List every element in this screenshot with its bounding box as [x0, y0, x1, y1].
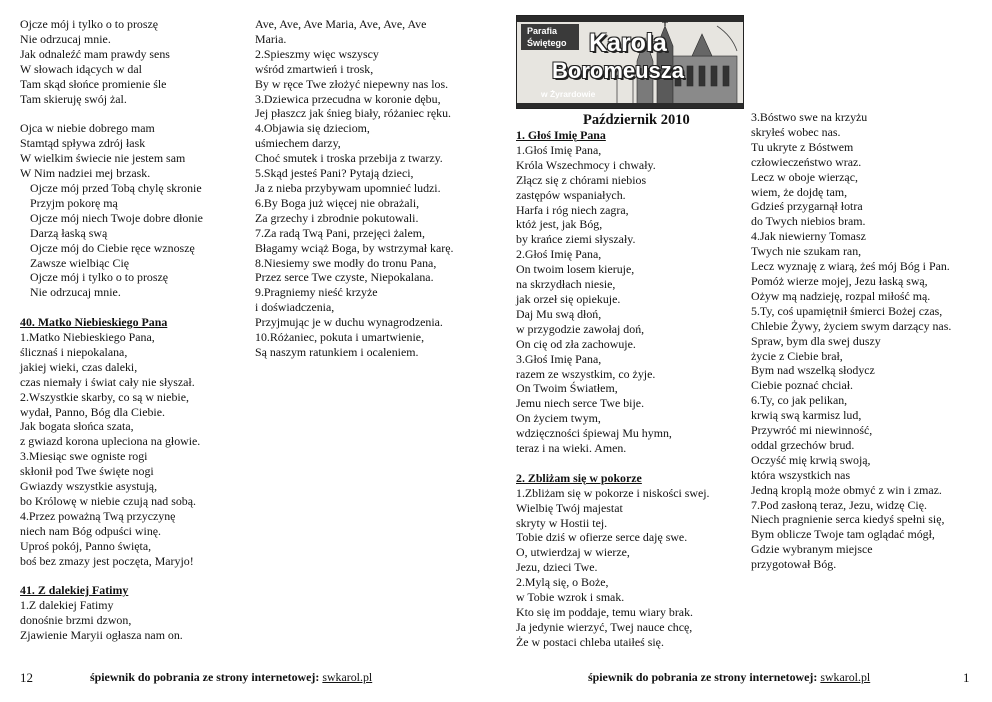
text-line: Błagamy wciąż Boga, by wstrzymał karę. — [255, 240, 454, 255]
text-line: by krańce ziemi słyszały. — [516, 232, 636, 247]
text-line: 6.Ty, co jak pelikan, — [751, 393, 848, 408]
text-line: skryty w Hostii tej. — [516, 515, 608, 530]
song-heading: 41. Z dalekiej Fatimy — [20, 583, 129, 598]
page-number-right: 1 — [963, 670, 970, 685]
text-line: Za grzechy i zbrodnie pokutowali. — [255, 210, 419, 225]
banner-name1: Karola — [589, 29, 667, 57]
banner-top-bar — [517, 16, 743, 22]
text-line: Jak odnaleźć mam prawdy sens — [20, 46, 170, 61]
text-line: Bym oblicze Twoje tam oglądać mógł, — [751, 527, 935, 542]
text-line: Zawsze wielbiąc Cię — [30, 255, 130, 270]
text-line: Chlebie Żywy, życiem swym darzący nas. — [751, 318, 952, 333]
text-line: 1.Głoś Imię Pana, — [516, 142, 602, 157]
text-line: Niech pragnienie serca kiedyś spełni się, — [751, 512, 945, 527]
text-line: skryłeś wobec nas. — [751, 124, 841, 139]
text-line: Lecz wyznaję z wiarą, żeś mój Bóg i Pan. — [751, 259, 950, 274]
text-line: któż jest, jak Bóg, — [516, 217, 603, 232]
page-number-left: 12 — [20, 670, 33, 685]
text-line: Bym nad wszelką słodycz — [751, 363, 875, 378]
text-line: Nie odrzucaj mnie. — [30, 285, 121, 300]
text-line: czas niemały i świat cały nie słyszał. — [20, 374, 195, 389]
right-column-1 — [516, 128, 710, 650]
text-line: Zjawienie Maryii ogłasza nam on. — [20, 628, 183, 643]
text-line: Kto się im poddaje, temu wiary brak. — [516, 605, 693, 619]
text-line: jakiej wieki, czas daleki, — [20, 359, 138, 374]
footer-right-label: śpiewnik do pobrania ze strony internetowej: — [588, 670, 818, 684]
text-line: donośnie brzmi dzwon, — [20, 613, 132, 628]
text-line: boś bez zmazy jest poczęta, Maryjo! — [20, 553, 194, 568]
banner-place: w Żyrardowie — [541, 89, 596, 99]
text-line: z gwiazd korona upleciona na głowie. — [20, 434, 201, 449]
text-line: Jej płaszcz jak śnieg biały, różaniec ręku. — [255, 106, 451, 121]
text-line: i doświadczenia, — [255, 300, 335, 315]
text-line: W Nim nadziei mej brzask. — [20, 166, 151, 181]
left-column-2 — [255, 17, 453, 360]
blank-line — [516, 456, 710, 471]
text-line: która wszystkich nas — [751, 467, 851, 482]
text-line: teraz i na wieki. Amen. — [516, 441, 627, 456]
text-line: wiem, że dojdę tam, — [751, 184, 848, 199]
text-line: Przywróć mi niewinność, — [751, 423, 873, 438]
text-line: 6.By Boga już więcej nie obrażali, — [255, 195, 420, 210]
text-line: w przygodzie zawołaj doń, — [516, 321, 645, 336]
text-line: Tam skieruję swój żal. — [20, 91, 127, 106]
page-title: Październik 2010 — [583, 112, 690, 128]
text-line: 3.Bóstwo swe na krzyżu — [751, 110, 868, 124]
text-line: 8.Niesiemy swe modły do tronu Pana, — [255, 255, 437, 270]
text-line: Gdzieś przygarnął łotra — [751, 199, 863, 214]
text-line: uśmiechem darzy, — [255, 136, 341, 151]
text-line: do Twych niebios bram. — [751, 214, 866, 229]
text-line: On twoim losem kieruje, — [516, 262, 635, 277]
text-line: 5.Skąd jesteś Pani? Pytają dzieci, — [255, 166, 414, 181]
parish-banner — [516, 15, 744, 109]
text-line: Ojcze mój przed Tobą chylę skronie — [30, 180, 202, 195]
text-line: Ciebie poznać chciał. — [751, 378, 854, 393]
text-line: Ja z nieba przybywam upomnieć ludzi. — [255, 180, 441, 195]
text-line: On Twoim Światłem, — [516, 381, 618, 396]
text-line: 2.Wszystkie skarby, co są w niebie, — [20, 389, 189, 404]
text-line: Twych nie szukam ran, — [751, 244, 862, 259]
text-line: Nie odrzucaj mnie. — [20, 31, 111, 46]
blank-line — [20, 300, 203, 315]
text-line: człowieczeństwo wraz. — [751, 154, 862, 169]
text-line: Ożyw mą nadzieję, rozpal miłość mą. — [751, 288, 931, 303]
text-line: By w ręce Twe złożyć niepewny nas los. — [255, 76, 449, 91]
song-heading: 1. Głoś Imię Pana — [516, 128, 606, 142]
text-line: 3.Głoś Imię Pana, — [516, 351, 602, 366]
text-line: przygotował Bóg. — [751, 557, 837, 572]
text-line: 1.Z dalekiej Fatimy — [20, 598, 114, 613]
text-line: wydał, Panno, Bóg dla Ciebie. — [20, 404, 165, 419]
text-line: krwią swą karmisz lud, — [751, 408, 862, 423]
text-line: Jak bogata słońca szata, — [20, 419, 134, 434]
text-line: 4.Jak niewierny Tomasz — [751, 229, 866, 244]
text-line: Są naszym ratunkiem i ocaleniem. — [255, 344, 419, 359]
text-line: Ja jedynie wierzyć, Twej nauce chcę, — [516, 619, 693, 634]
footer-right-link[interactable]: swkarol.pl — [820, 670, 871, 684]
text-line: Lecz w oboje wierząc, — [751, 169, 858, 184]
text-line: 7.Za radą Twą Pani, przejęci żalem, — [255, 225, 425, 240]
text-line: wśród zmartwień i trosk, — [255, 61, 374, 76]
text-line: Ojcze mój niech Twoje dobre dłonie — [30, 210, 203, 225]
text-line: Przyjm pokorę mą — [30, 195, 118, 210]
text-line: Gwiazdy wszystkie asystują, — [20, 479, 158, 494]
text-line: Ojcze mój do Ciebie ręce wznoszę — [30, 240, 195, 255]
banner-bottom-bar — [517, 103, 743, 108]
text-line: Jemu niech serce Twe bije. — [516, 396, 645, 411]
text-line: skłonił pod Twe święte nogi — [20, 464, 154, 479]
text-line: ślicznaś i niepokalana, — [20, 344, 128, 359]
text-line: Uproś pokój, Panno święta, — [20, 538, 152, 553]
text-line: 9.Pragniemy nieść krzyże — [255, 285, 378, 300]
text-line: 5.Ty, coś upamiętnił śmierci Bożej czas, — [751, 303, 943, 318]
text-line: Pomóż wierze mojej, Jezu łaską swą, — [751, 273, 928, 288]
text-line: O, utwierdzaj w wierze, — [516, 545, 630, 560]
text-line: Darzą łaską swą — [30, 225, 108, 240]
blank-line — [20, 569, 203, 584]
text-line: niech nam Bóg odpuści winę. — [20, 523, 162, 538]
text-line: 1.Matko Niebieskiego Pana, — [20, 330, 155, 345]
text-line: zastępów wspaniałych. — [516, 187, 626, 202]
text-line: Ojcze mój i tylko o to proszę — [30, 270, 169, 285]
text-line: w Tobie wzrok i smak. — [516, 590, 625, 605]
text-line: na skrzydłach niesie, — [516, 277, 616, 292]
text-line: oddal grzechów brud. — [751, 437, 855, 452]
text-line: On cię od zła zachowuje. — [516, 336, 636, 351]
banner-line2: Świętego — [527, 38, 567, 48]
text-line: W wielkim świecie nie jestem sam — [20, 151, 186, 166]
text-line: 3.Dziewica przecudna w koronie dębu, — [255, 91, 441, 106]
text-line: 2.Spieszmy więc wszyscy — [255, 46, 379, 61]
text-line: Jezu, dzieci Twe. — [516, 560, 598, 575]
text-line: Tam skąd słońce promienie śle — [20, 76, 167, 91]
text-line: On życiem twym, — [516, 411, 601, 426]
text-line: Króla Wszechmocy i chwały. — [516, 157, 656, 172]
text-line: Choć smutek i troska przebija z twarzy. — [255, 151, 443, 166]
text-line: Oczyść mię krwią swoją, — [751, 452, 871, 467]
text-line: bo Królowę w niebie czują nad sobą. — [20, 494, 196, 508]
text-line: jak orzeł się opiekuje. — [516, 291, 621, 306]
text-line: Jedną kroplą może obmyć z win i zmaz. — [751, 482, 942, 497]
text-line: Maria. — [255, 31, 287, 46]
text-line: 10.Różaniec, pokuta i umartwienie, — [255, 330, 425, 345]
text-line: Wielbię Twój majestat — [516, 500, 623, 515]
text-line: życie z Ciebie brał, — [751, 348, 843, 363]
text-line: W słowach idących w dal — [20, 61, 142, 76]
text-line: 4.Objawia się dzieciom, — [255, 121, 370, 136]
text-line: Ojca w niebie dobrego mam — [20, 121, 155, 136]
footer-left — [90, 670, 372, 685]
text-line: 1.Zbliżam się w pokorze i niskości swej. — [516, 485, 710, 500]
text-line: Przez serce Twe czyste, Niepokalana. — [255, 270, 434, 285]
text-line: 2.Głoś Imię Pana, — [516, 247, 602, 262]
text-line: Spraw, bym dla swej duszy — [751, 333, 881, 348]
text-line: 7.Pod zasłoną teraz, Jezu, widzę Cię. — [751, 497, 927, 512]
blank-line — [20, 106, 203, 121]
text-line: Przyjmując je w duchu wynagrodzenia. — [255, 315, 443, 330]
text-line: Że w postaci chleba utaiłeś się. — [516, 634, 664, 649]
text-line: wdzięczności śpiewaj Mu hymn, — [516, 426, 672, 441]
text-line: 3.Miesiąc swe ogniste rogi — [20, 449, 148, 464]
text-line: Ave, Ave, Ave Maria, Ave, Ave, Ave — [255, 17, 427, 31]
text-line: Gdzie wybranym miejsce — [751, 542, 873, 557]
song-heading: 40. Matko Niebieskiego Pana — [20, 315, 168, 330]
text-line: Daj Mu swą dłoń, — [516, 306, 602, 321]
footer-right — [588, 670, 870, 685]
text-line: Stamtąd spływa zdrój łask — [20, 136, 146, 151]
text-line: Złącz się z chórami niebios — [516, 172, 647, 187]
text-line: Ojcze mój i tylko o to proszę — [20, 17, 159, 31]
right-column-2 — [751, 110, 951, 572]
banner-name2: Boromeusza — [552, 58, 685, 83]
text-line: 4.Przez poważną Twą przyczynę — [20, 508, 176, 523]
banner-line1: Parafia — [527, 26, 558, 36]
text-line: Tu ukryte z Bóstwem — [751, 139, 854, 154]
text-line: razem ze wszystkim, co żyje. — [516, 366, 656, 381]
text-line: 2.Mylą się, o Boże, — [516, 575, 609, 590]
text-line: Tobie dziś w ofierze serce daję swe. — [516, 530, 688, 545]
left-column-1 — [20, 17, 203, 643]
song-heading: 2. Zbliżam się w pokorze — [516, 470, 642, 485]
text-line: Harfa i róg niech zagra, — [516, 202, 629, 217]
footer-left-label: śpiewnik do pobrania ze strony internetowej: — [90, 670, 320, 684]
footer-left-link[interactable]: swkarol.pl — [322, 670, 373, 684]
